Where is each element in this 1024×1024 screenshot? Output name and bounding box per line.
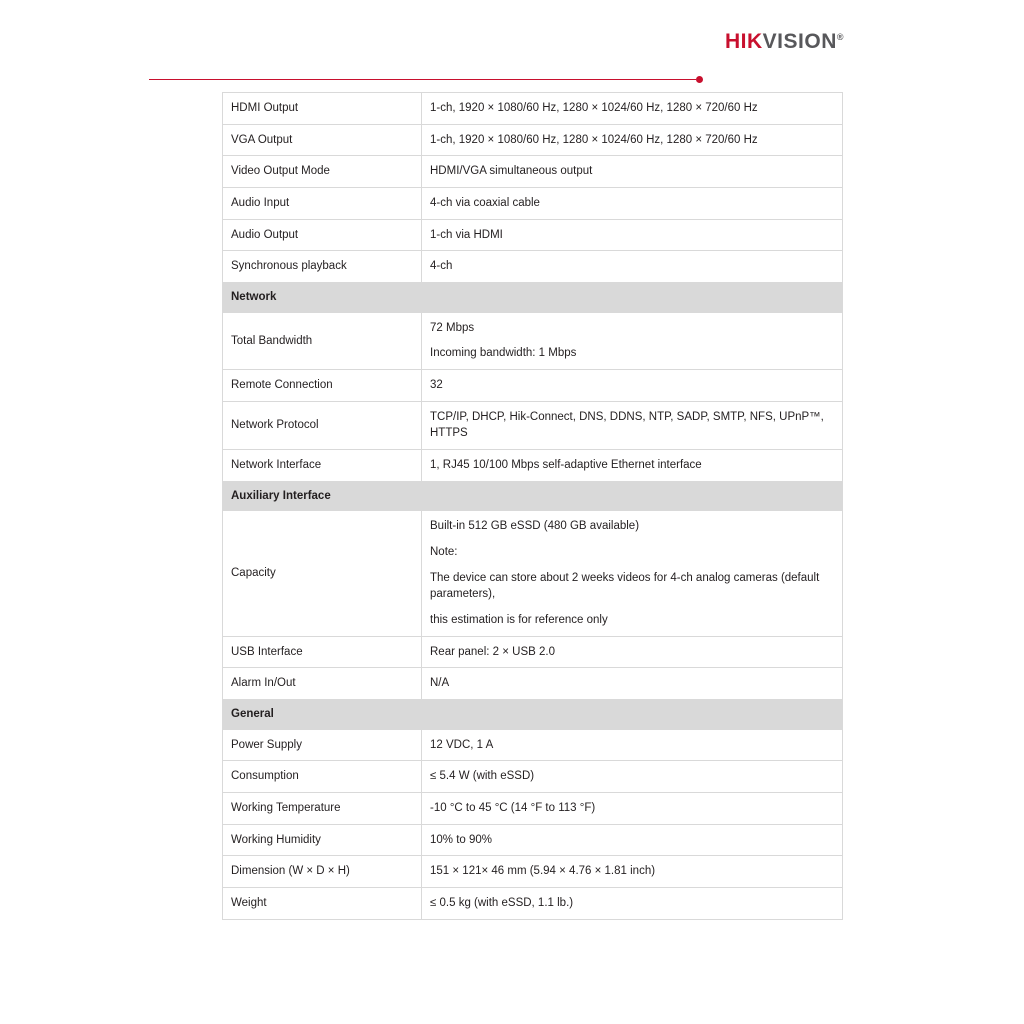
row-value [422,511,843,636]
row-value [422,793,843,825]
row-value-line: -10 °C to 45 °C (14 °F to 113 °F) [430,802,596,815]
row-label: Alarm In/Out [223,668,422,700]
row-label: Working Temperature [223,793,422,825]
table-row [223,124,843,156]
row-value [422,668,843,700]
row-value-line: The device can store about 2 weeks videos for 4-ch analog cameras (default parameters), [430,571,820,601]
row-value [422,219,843,251]
row-label: Dimension (W × D × H) [223,856,422,888]
row-value-line: 151 × 121× 46 mm (5.94 × 4.76 × 1.81 inch) [430,865,656,878]
table-row [223,824,843,856]
row-value-line: Built-in 512 GB eSSD (480 GB available) [430,520,640,533]
row-label: Capacity [223,511,422,636]
table-row [223,370,843,402]
row-value-line: ≤ 0.5 kg (with eSSD, 1.1 lb.) [430,897,574,910]
row-value-line: 4-ch via coaxial cable [430,197,540,210]
row-value-line: Rear panel: 2 × USB 2.0 [430,645,555,658]
hikvision-logo [725,30,844,54]
row-label: VGA Output [223,124,422,156]
logo-hik-text: HIK [725,30,763,53]
row-value [422,856,843,888]
row-label: Video Output Mode [223,156,422,188]
row-value-line: TCP/IP, DHCP, Hik-Connect, DNS, DDNS, NTP, SADP, SMTP, NFS, UPnP™, HTTPS [430,410,824,440]
table-row [223,251,843,283]
row-label: Audio Input [223,188,422,220]
row-value [422,729,843,761]
row-value [422,93,843,125]
row-label: Working Humidity [223,824,422,856]
specification-table [222,92,843,920]
row-value-line: 1-ch via HDMI [430,228,503,241]
table-row [223,856,843,888]
row-value-line: 72 Mbps [430,321,475,334]
row-label: Network Interface [223,450,422,482]
logo-trademark-symbol: ® [836,32,844,42]
table-row [223,761,843,793]
table-row [223,668,843,700]
row-label: Synchronous playback [223,251,422,283]
row-value [422,188,843,220]
row-value [422,450,843,482]
table-row [223,156,843,188]
row-value [422,124,843,156]
logo-vision-text: VISION [762,30,837,53]
row-label: Remote Connection [223,370,422,402]
table-row [223,401,843,449]
row-value-line: 4-ch [430,260,453,273]
row-label: Total Bandwidth [223,312,422,369]
row-label: Network Protocol [223,401,422,449]
header-divider-dot [696,76,703,83]
table-row [223,729,843,761]
table-row [223,219,843,251]
row-value [422,370,843,402]
table-row [223,450,843,482]
section-label: General [223,700,843,730]
row-value [422,312,843,369]
row-label: USB Interface [223,636,422,668]
row-label: Audio Output [223,219,422,251]
row-value-line: Note: [430,546,458,559]
row-label: Weight [223,888,422,920]
page-header [0,0,1024,86]
row-label: Power Supply [223,729,422,761]
table-row [223,888,843,920]
row-value [422,636,843,668]
row-value-line: 12 VDC, 1 A [430,738,494,751]
section-label: Network [223,283,843,313]
section-label: Auxiliary Interface [223,481,843,511]
specification-table-body [223,93,843,920]
row-value-line: ≤ 5.4 W (with eSSD) [430,770,535,783]
table-section-header [223,283,843,313]
row-value [422,824,843,856]
row-value-line: 1-ch, 1920 × 1080/60 Hz, 1280 × 1024/60 Hz, 1280 × 720/60 Hz [430,102,758,114]
table-row [223,312,843,369]
table-section-header [223,481,843,511]
row-value [422,401,843,449]
row-value [422,251,843,283]
table-section-header [223,700,843,730]
table-row [223,511,843,636]
row-label: Consumption [223,761,422,793]
row-value [422,761,843,793]
row-value-line: 1-ch, 1920 × 1080/60 Hz, 1280 × 1024/60 Hz, 1280 × 720/60 Hz [430,133,758,146]
row-value-line: 1, RJ45 10/100 Mbps self-adaptive Ethernet interface [430,459,702,472]
row-label: HDMI Output [223,93,422,125]
row-value-line: HDMI/VGA simultaneous output [430,165,593,178]
table-row [223,93,843,125]
row-value-line: this estimation is for reference only [430,614,608,627]
table-row [223,793,843,825]
header-divider-line [149,79,696,80]
row-value [422,888,843,920]
row-value-line: N/A [430,677,450,690]
table-row [223,188,843,220]
row-value [422,156,843,188]
row-value-line: Incoming bandwidth: 1 Mbps [430,347,577,360]
row-value-line: 32 [430,379,443,392]
row-value-line: 10% to 90% [430,833,493,846]
table-row [223,636,843,668]
